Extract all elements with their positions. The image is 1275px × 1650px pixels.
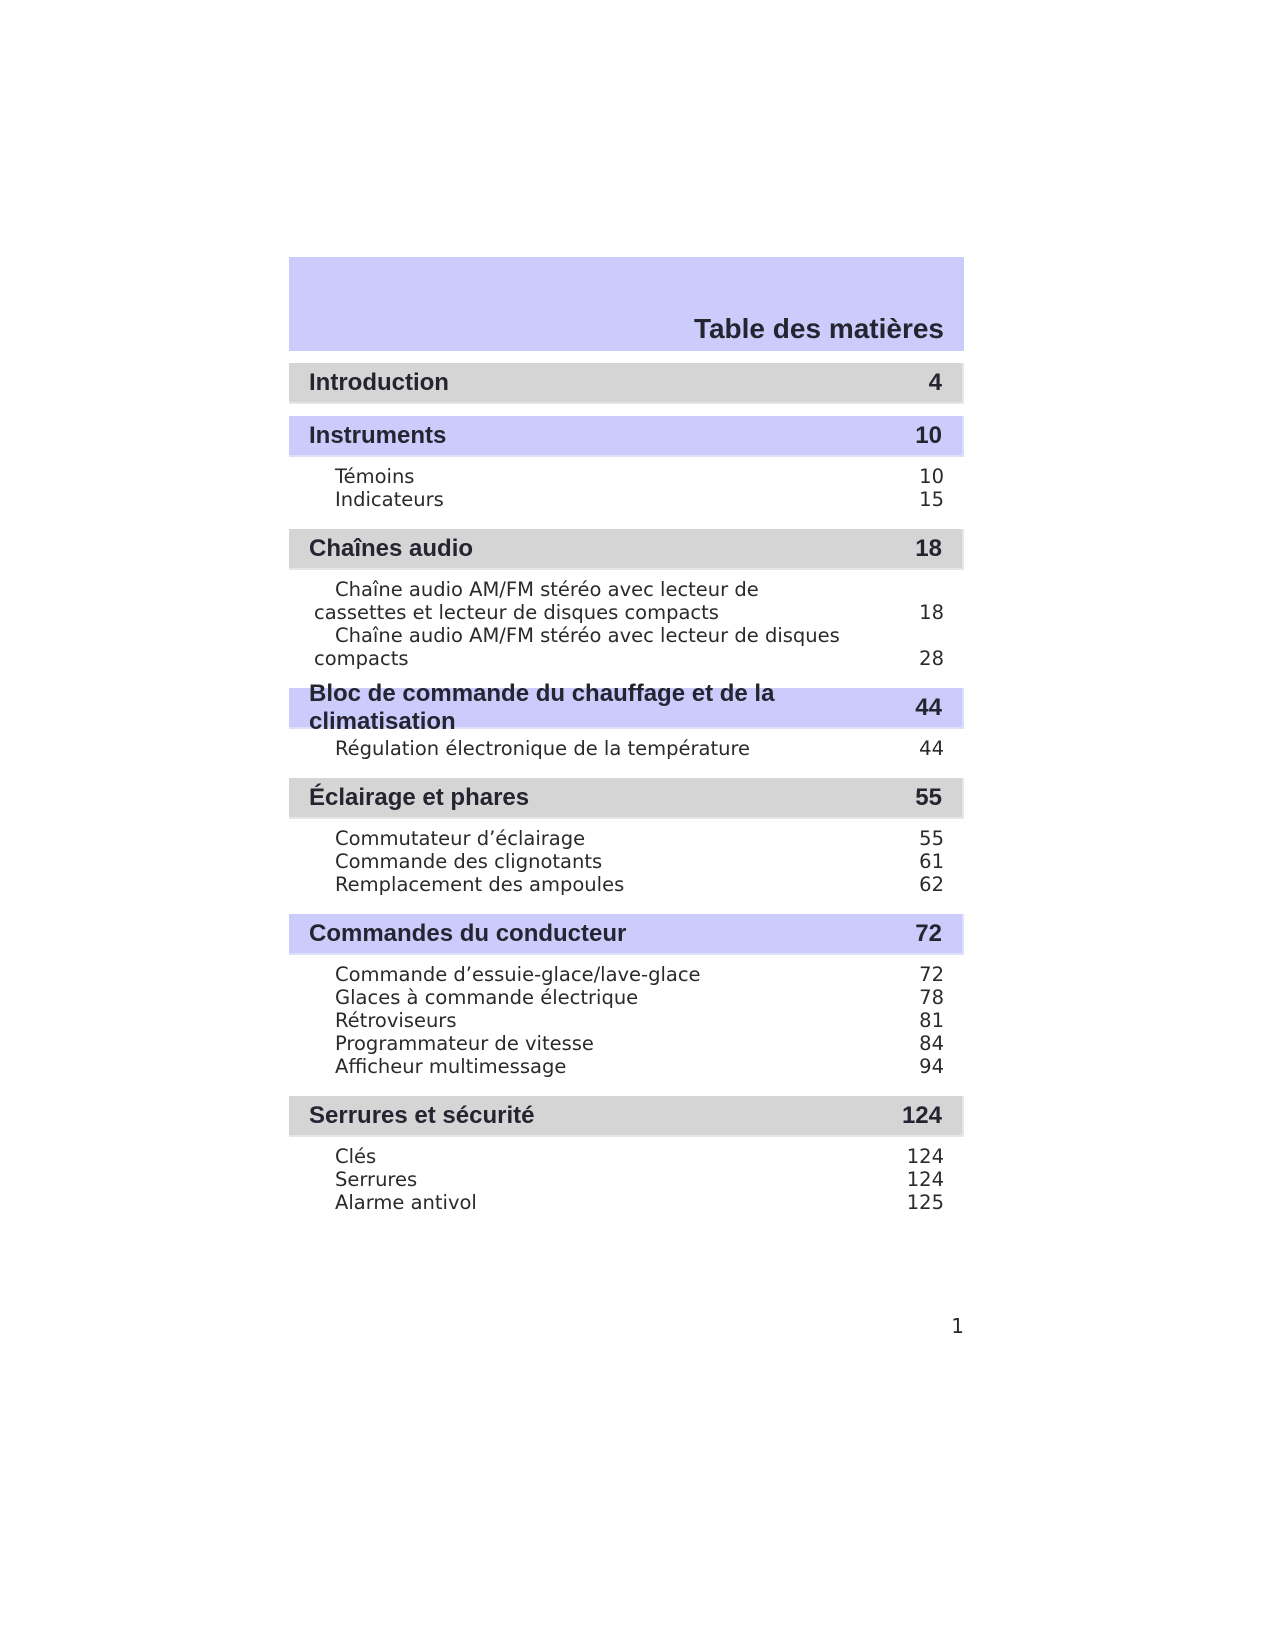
subentry-label: Régulation électronique de la température xyxy=(335,737,751,760)
section-heading-label: Instruments xyxy=(309,421,447,449)
subentry-label: Alarme antivol xyxy=(335,1191,477,1214)
subentry-list xyxy=(289,819,964,902)
subentry-page: 55 xyxy=(919,827,944,850)
subentry-label: Remplacement des ampoules xyxy=(335,873,625,896)
subentry-page: 62 xyxy=(919,873,944,896)
section-heading-page: 72 xyxy=(915,919,942,947)
section-heading-page: 44 xyxy=(915,693,942,721)
subentry-label: Chaîne audio AM/FM stéréo avec lecteur de cassettes et lecteur de disques compacts xyxy=(314,578,759,624)
page-title: Table des matières xyxy=(693,313,944,344)
section-heading[interactable] xyxy=(289,1096,964,1137)
subentry-label: Témoins xyxy=(335,465,415,488)
section-heading-page: 4 xyxy=(928,368,942,396)
subentry-label: Commutateur d’éclairage xyxy=(335,827,586,850)
toc-subentry[interactable] xyxy=(314,963,944,986)
toc-subentry[interactable] xyxy=(314,465,944,488)
toc-section xyxy=(289,529,964,676)
toc-section xyxy=(289,1096,964,1220)
subentry-page: 84 xyxy=(919,1032,944,1055)
section-heading[interactable] xyxy=(289,363,964,404)
subentry-page: 124 xyxy=(906,1145,944,1168)
page-number: 1 xyxy=(951,1314,964,1338)
subentry-page: 28 xyxy=(919,647,944,670)
subentry-label: Commande des clignotants xyxy=(335,850,603,873)
section-heading-page: 10 xyxy=(915,421,942,449)
subentry-label: Indicateurs xyxy=(335,488,444,511)
section-heading-label: Éclairage et phares xyxy=(309,783,530,811)
subentry-label: Afficheur multimessage xyxy=(335,1055,567,1078)
subentry-list xyxy=(289,457,964,517)
subentry-label: Serrures xyxy=(335,1168,418,1191)
section-heading[interactable] xyxy=(289,914,964,955)
section-heading-label: Serrures et sécurité xyxy=(309,1101,535,1129)
subentry-label: Chaîne audio AM/FM stéréo avec lecteur de disques compacts xyxy=(314,624,840,670)
toc-subentry[interactable] xyxy=(314,873,944,896)
subentry-page: 125 xyxy=(906,1191,944,1214)
toc-subentry[interactable] xyxy=(314,850,944,873)
subentry-list xyxy=(289,955,964,1084)
toc-subentry[interactable] xyxy=(314,1168,944,1191)
toc-section xyxy=(289,778,964,902)
section-heading-label: Introduction xyxy=(309,368,449,396)
subentry-page: 61 xyxy=(919,850,944,873)
section-heading[interactable] xyxy=(289,416,964,457)
toc-subentry[interactable] xyxy=(314,1191,944,1214)
section-heading-page: 18 xyxy=(915,534,942,562)
subentry-page: 44 xyxy=(919,737,944,760)
subentry-page: 78 xyxy=(919,986,944,1009)
toc-subentry[interactable] xyxy=(314,986,944,1009)
toc-subentry[interactable] xyxy=(314,1009,944,1032)
toc-section xyxy=(289,416,964,517)
toc-subentry[interactable] xyxy=(314,488,944,511)
section-heading-label: Commandes du conducteur xyxy=(309,919,627,947)
toc-section xyxy=(289,914,964,1084)
section-heading[interactable] xyxy=(289,679,964,735)
subentry-label: Commande d’essuie-glace/lave-glace xyxy=(335,963,701,986)
subentry-page: 81 xyxy=(919,1009,944,1032)
subentry-page: 10 xyxy=(919,465,944,488)
toc-section xyxy=(289,363,964,404)
subentry-label: Clés xyxy=(335,1145,377,1168)
toc-sections xyxy=(289,363,964,1220)
subentry-page: 15 xyxy=(919,488,944,511)
toc-subentry[interactable] xyxy=(314,827,944,850)
toc-subentry[interactable] xyxy=(314,1145,944,1168)
subentry-list xyxy=(289,1137,964,1220)
section-heading-label: Chaînes audio xyxy=(309,534,474,562)
subentry-list xyxy=(289,570,964,676)
title-band xyxy=(289,257,964,351)
subentry-page: 72 xyxy=(919,963,944,986)
toc-subentry[interactable] xyxy=(314,578,944,624)
section-heading[interactable] xyxy=(289,529,964,570)
subentry-page: 94 xyxy=(919,1055,944,1078)
subentry-label: Glaces à commande électrique xyxy=(335,986,639,1009)
subentry-label: Programmateur de vitesse xyxy=(335,1032,594,1055)
section-heading-label: Bloc de commande du chauffage et de la climatisation xyxy=(309,679,775,735)
subentry-page: 124 xyxy=(906,1168,944,1191)
toc-subentry[interactable] xyxy=(314,737,944,760)
toc-subentry[interactable] xyxy=(314,1032,944,1055)
table-of-contents xyxy=(289,257,964,1220)
section-heading-page: 124 xyxy=(901,1101,942,1129)
toc-section xyxy=(289,679,964,766)
subentry-label: Rétroviseurs xyxy=(335,1009,457,1032)
section-heading[interactable] xyxy=(289,778,964,819)
toc-subentry[interactable] xyxy=(314,624,944,670)
toc-subentry[interactable] xyxy=(314,1055,944,1078)
section-heading-page: 55 xyxy=(915,783,942,811)
subentry-page: 18 xyxy=(919,601,944,624)
